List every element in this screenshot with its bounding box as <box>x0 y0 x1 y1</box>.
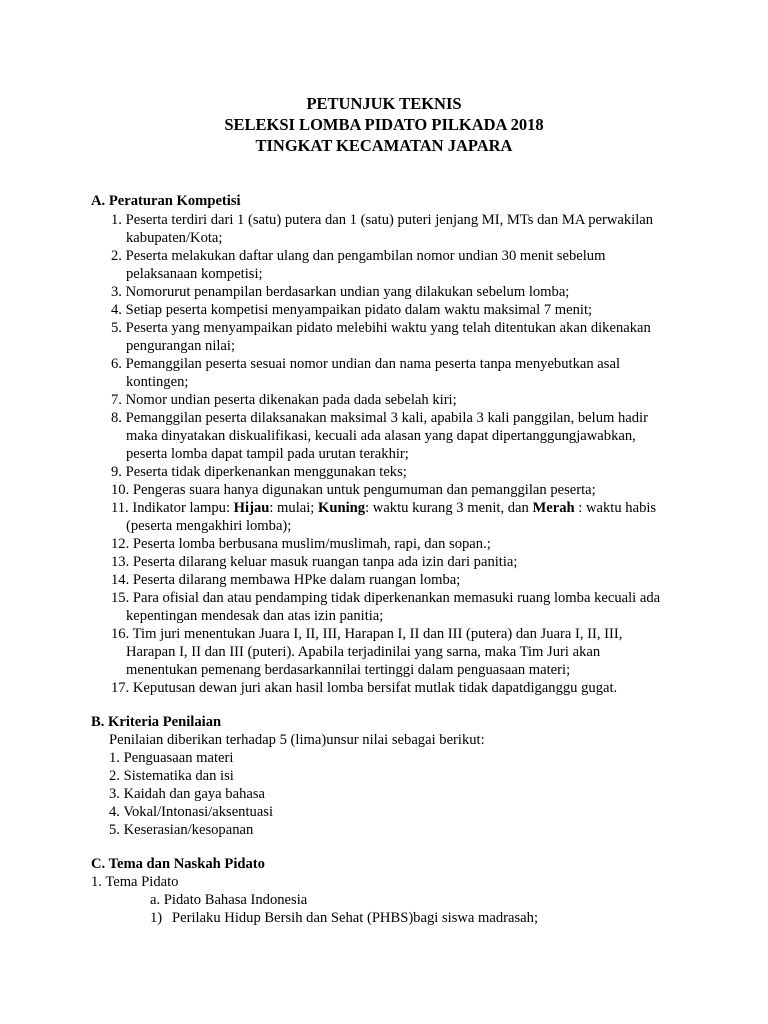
rule-line: 15. Para ofisial dan atau pendamping tidak diperkenankan memasuki ruang lomba kecuali ada <box>111 590 661 606</box>
rule-11-line <box>111 499 656 517</box>
rule-line: 7. Nomor undian peserta dikenakan pada dada sebelah kiri; <box>111 392 457 408</box>
rule-11-yellow-label: Kuning <box>318 500 366 516</box>
rule-line: 6. Pemanggilan peserta sesuai nomor undian dan nama peserta tanpa menyebutkan asal <box>111 356 620 372</box>
rule-line: 13. Peserta dilarang keluar masuk ruangan tanpa ada izin dari panitia; <box>111 554 518 570</box>
rule-11-mid-1: : mulai; <box>269 500 319 516</box>
rule-line: 2. Peserta melakukan daftar ulang dan pengambilan nomor undian 30 menit sebelum <box>111 248 606 264</box>
theme-subitem-number: 1) <box>150 910 163 926</box>
criteria-item: 1. Penguasaan materi <box>109 750 234 766</box>
section-c-heading: C. Tema dan Naskah Pidato <box>91 856 265 872</box>
criteria-item: 4. Vokal/Intonasi/aksentuasi <box>109 804 274 820</box>
rule-11-green-label: Hijau <box>233 500 270 516</box>
rule-11-mid-2: : waktu kurang 3 menit, dan <box>365 500 533 516</box>
rule-line: 3. Nomorurut penampilan berdasarkan undian yang dilakukan sebelum lomba; <box>111 284 570 300</box>
rule-line: 8. Pemanggilan peserta dilaksanakan maksimal 3 kali, apabila 3 kali panggilan, belum hadir <box>111 410 648 426</box>
rule-line: kepentingan mendesak dan atas izin panitia; <box>126 608 384 624</box>
rule-line: 12. Peserta lomba berbusana muslim/muslimah, rapi, dan sopan.; <box>111 536 491 552</box>
rule-line: 4. Setiap peserta kompetisi menyampaikan pidato dalam waktu maksimal 7 menit; <box>111 302 593 318</box>
rule-line: 17. Keputusan dewan juri akan hasil lomba bersifat mutlak tidak dapatdiganggu gugat. <box>111 680 618 696</box>
rule-line: 1. Peserta terdiri dari 1 (satu) putera dan 1 (satu) puteri jenjang MI, MTs dan MA perwakilan <box>111 212 654 228</box>
rule-line: kabupaten/Kota; <box>126 230 223 246</box>
criteria-item: 3. Kaidah dan gaya bahasa <box>109 786 266 802</box>
criteria-item: 5. Keserasian/kesopanan <box>109 822 254 838</box>
theme-subitem-text: Perilaku Hidup Bersih dan Sehat (PHBS)bagi siswa madrasah; <box>172 910 539 926</box>
rule-11-red-label: Merah <box>532 500 575 516</box>
document-title-line-3: TINGKAT KECAMATAN JAPARA <box>255 136 513 155</box>
rule-line: 14. Peserta dilarang membawa HPke dalam ruangan lomba; <box>111 572 461 588</box>
section-b-intro: Penilaian diberikan terhadap 5 (lima)unsur nilai sebagai berikut: <box>109 732 485 748</box>
rule-line: Harapan I, II dan III (puteri). Apabila terjadinilai yang sarna, maka Tim Juri akan <box>126 644 601 660</box>
document-title-line-2: SELEKSI LOMBA PIDATO PILKADA 2018 <box>224 115 544 134</box>
rule-line: 9. Peserta tidak diperkenankan menggunakan teks; <box>111 464 407 480</box>
rule-line: pengurangan nilai; <box>126 338 236 354</box>
rule-line: menentukan pemenang berdasarkannilai tertinggi dalam penguasaan materi; <box>126 662 571 678</box>
rule-line: pelaksanaan kompetisi; <box>126 266 263 282</box>
rule-line: peserta lomba dapat tampil pada urutan terakhir; <box>126 446 409 462</box>
rule-line: maka dinyatakan diskualifikasi, kecuali ada alasan yang dapat dipertanggungjawabkan, <box>126 428 636 444</box>
rule-line: 5. Peserta yang menyampaikan pidato melebihi waktu yang telah ditentukan akan dikenakan <box>111 320 651 336</box>
rule-line: 16. Tim juri menentukan Juara I, II, III, Harapan I, II dan III (putera) dan Juara I, II, III, <box>111 626 623 642</box>
rule-11-prefix: 11. Indikator lampu: <box>111 500 234 516</box>
criteria-item: 2. Sistematika dan isi <box>109 768 234 784</box>
rule-11-continuation: (peserta mengakhiri lomba); <box>126 518 292 534</box>
rule-line: 10. Pengeras suara hanya digunakan untuk pengumuman dan pemanggilan peserta; <box>111 482 596 498</box>
theme-subitem: a. Pidato Bahasa Indonesia <box>150 892 308 908</box>
section-b-heading: B. Kriteria Penilaian <box>91 714 222 730</box>
section-a-heading: A. Peraturan Kompetisi <box>91 193 241 209</box>
document-title-line-1: PETUNJUK TEKNIS <box>306 94 462 113</box>
rule-11-suffix: : waktu habis <box>574 500 657 516</box>
rule-line: kontingen; <box>126 374 189 390</box>
theme-item: 1. Tema Pidato <box>91 874 179 890</box>
